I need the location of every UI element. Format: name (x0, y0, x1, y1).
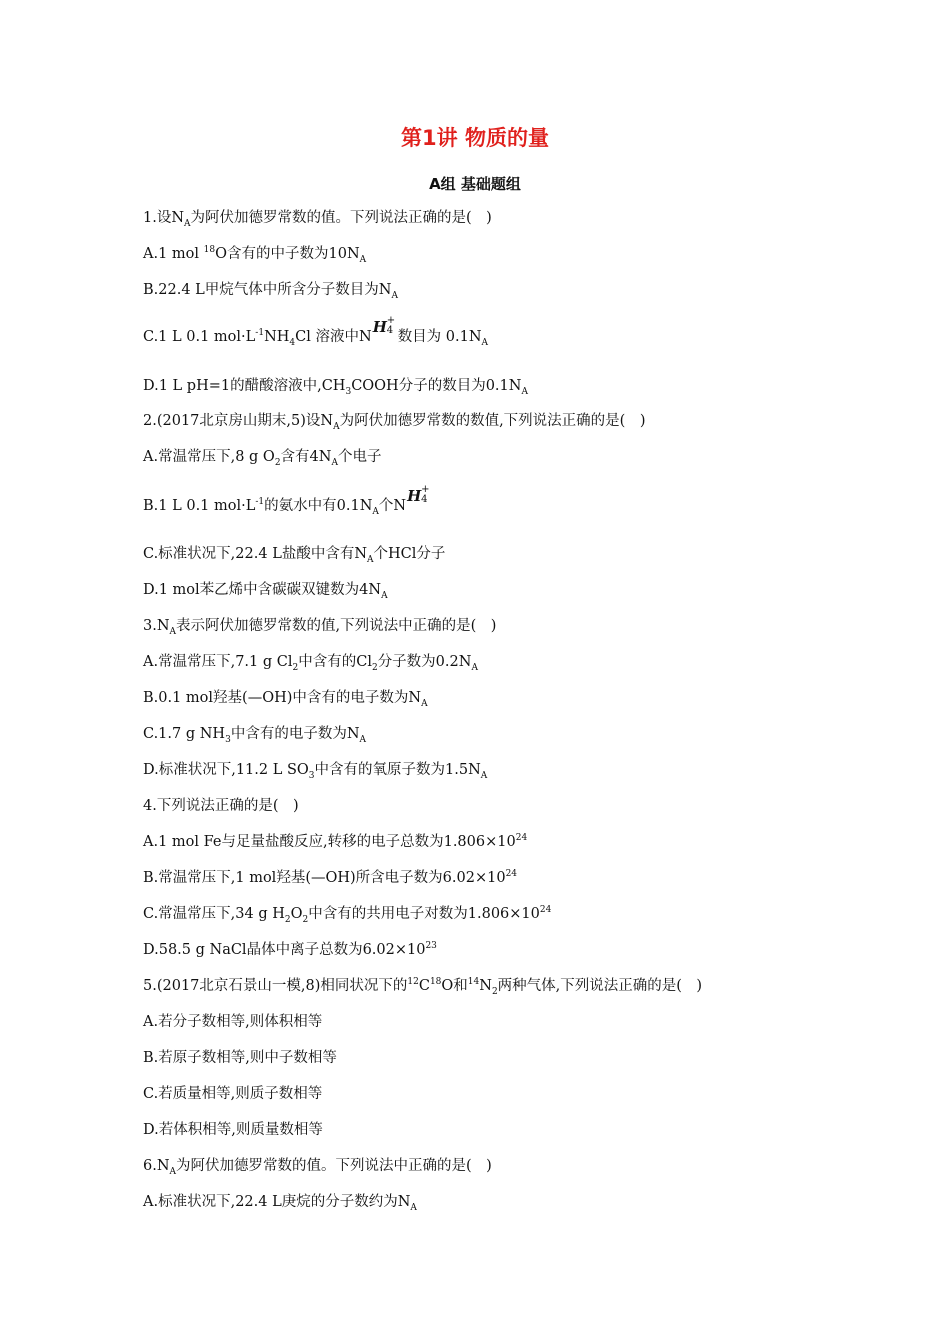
question-6-option-a: A.标准状况下,22.4 L庚烷的分子数约为$N_A$ (143, 1194, 417, 1213)
question-2-option-b: B.1 L 0.1 $mol\cdot L^{-1}$的氨水中有$0.1N_A$个N H + 4 (143, 492, 432, 516)
question-1-option-c: C.1 L 0.1 $mol\cdot L^{-1}NH_4Cl$ 溶液中N H + 4 数目为 $0.1N_A$ (143, 315, 489, 348)
ammonium-ion-image: H + 4 (372, 315, 396, 336)
question-4-option-d: D.58.5 g NaCl晶体中离子总数为$6.02\times 10^{23}$ (143, 941, 437, 958)
section-heading: A组 基础题组 (429, 175, 521, 193)
question-3-option-d: D.标准状况下,11.2 L $SO_3$中含有的氧原子数为$1.5N_A$ (143, 762, 488, 781)
question-3-option-c: C.1.7 g $NH_3$中含有的电子数为$N_A$ (143, 726, 367, 745)
question-5-option-b: B.若原子数相等,则中子数相等 (143, 1050, 337, 1066)
question-4-option-c: C.常温常压下,34 g $H_2O_2$中含有的共用电子对数为$1.806\times 10^{24}$ (143, 905, 552, 925)
question-2-option-c: C.标准状况下,22.4 L盐酸中含有$N_A$个HCl分子 (143, 546, 446, 565)
question-5-option-d: D.若体积相等,则质量数相等 (143, 1122, 323, 1138)
question-6: $6.N_A$为阿伏加德罗常数的值。下列说法中正确的是( ) (143, 1158, 492, 1177)
question-2: 2.(2017北京房山期末,5)设$N_A$为阿伏加德罗常数的数值,下列说法正确的是( ) (143, 413, 646, 432)
question-4-option-a: A.1 mol Fe与足量盐酸反应,转移的电子总数为$1.806\times 10^{24}$ (143, 833, 528, 850)
ammonium-ion-image: H + 4 (407, 484, 430, 505)
question-4: 4.下列说法正确的是( ) (143, 798, 299, 814)
question-1-option-b: B.22.4 L甲烷气体中所含分子数目为$N_A$ (143, 282, 398, 301)
question-5: 5.(2017北京石景山一模,8)相同状况下的$^{12}C^{18}O$和$^{14}N_2$两种气体,下列说法正确的是( ) (143, 977, 703, 997)
question-3: $3.N_A$表示阿伏加德罗常数的值,下列说法中正确的是( ) (143, 618, 497, 637)
question-1-option-d: D.1 L pH=1的醋酸溶液中$,CH_3COOH$分子的数目为$0.1N_A$ (143, 378, 528, 397)
question-1-option-a: A.1 mol $^{18}$O含有的中子数为$10N_A$ (143, 245, 367, 265)
question-5-option-c: C.若质量相等,则质子数相等 (143, 1086, 323, 1102)
question-5-option-a: A.若分子数相等,则体积相等 (143, 1014, 323, 1030)
question-2-option-a: A.常温常压下,8 g $O_2$含有$4N_A$个电子 (143, 449, 382, 468)
question-4-option-b: B.常温常压下,1 mol羟基(—OH)所含电子数为$6.02\times 10^{24}$ (143, 869, 518, 886)
question-3-option-b: B.0.1 mol羟基(—OH)中含有的电子数为$N_A$ (143, 690, 428, 709)
question-1: 1.设$N_A$为阿伏加德罗常数的值。下列说法正确的是( ) (143, 210, 492, 229)
question-2-option-d: D.1 mol苯乙烯中含碳碳双键数为$4N_A$ (143, 582, 388, 601)
page-title: 第1讲 物质的量 (401, 126, 549, 150)
question-3-option-a: A.常温常压下,7.1 g $Cl_2$中含有的$Cl_2$分子数为$0.2N_A$ (143, 654, 478, 673)
